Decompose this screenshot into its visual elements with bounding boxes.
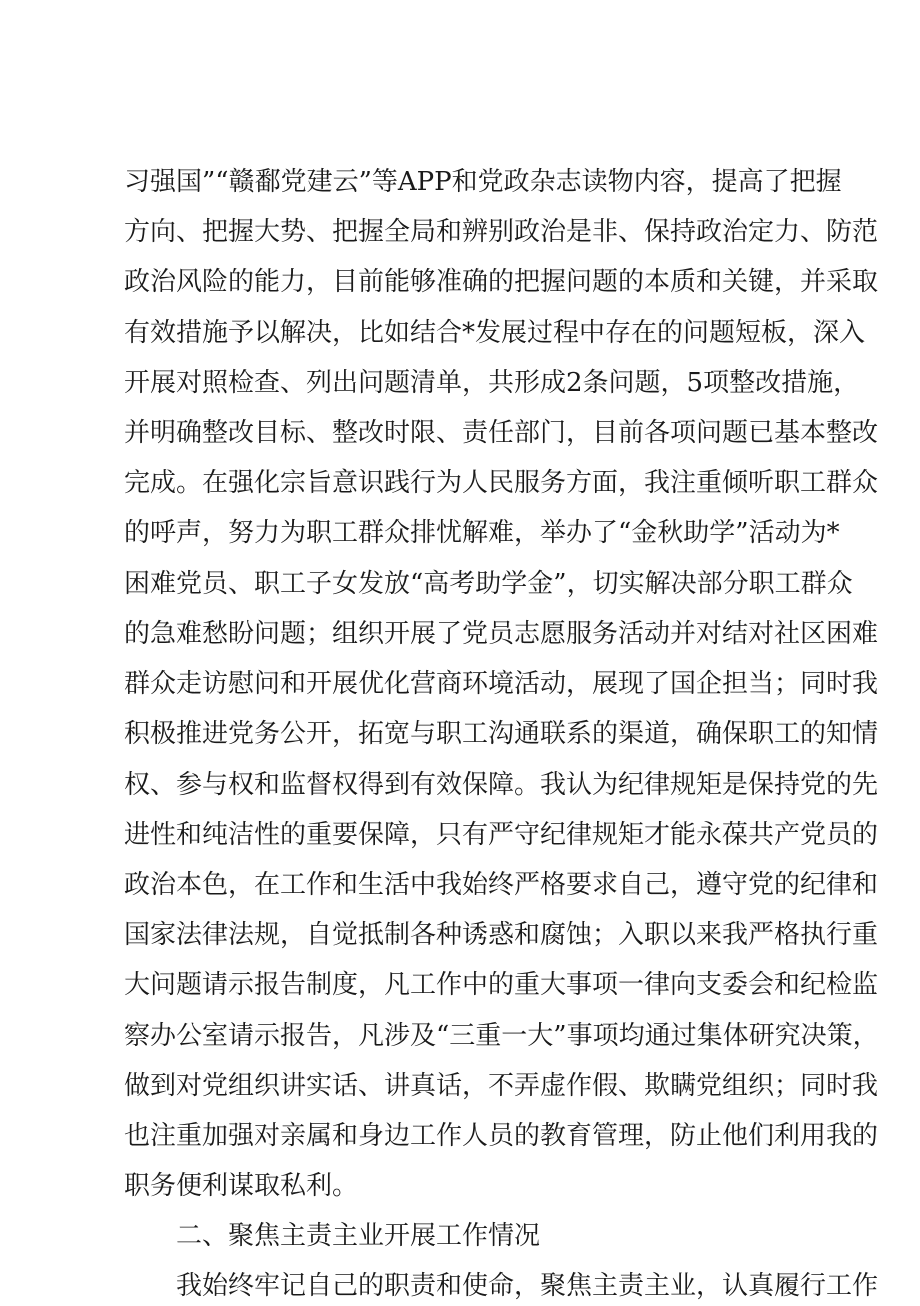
- text-line: 进性和纯洁性的重要保障，只有严守纪律规矩才能永葆共产党员的: [124, 820, 879, 850]
- text-line: 的急难愁盼问题；组织开展了党员志愿服务活动并对结对社区困难: [124, 619, 879, 649]
- text-line: 职务便利谋取私利。: [124, 1171, 359, 1201]
- text-line: 政治风险的能力，目前能够准确的把握问题的本质和关键，并采取: [124, 267, 879, 297]
- section-first-line: 我始终牢记自己的职责和使命，聚焦主责主业，认真履行工作: [176, 1271, 879, 1301]
- text-line: 的呼声，努力为职工群众排忧解难，举办了“金秋助学”活动为*: [124, 518, 840, 548]
- text-line: 开展对照检查、列出问题清单，共形成2条问题，5项整改措施，: [124, 368, 860, 398]
- text-line: 有效措施予以解决，比如结合*发展过程中存在的问题短板，深入: [124, 318, 866, 348]
- text-line: 并明确整改目标、整改时限、责任部门，目前各项问题已基本整改: [124, 418, 879, 448]
- text-line: 习强国”“赣鄱党建云”等APP和党政杂志读物内容，提高了把握: [124, 167, 842, 197]
- text-line: 困难党员、职工子女发放“高考助学金”，切实解决部分职工群众: [124, 569, 853, 599]
- text-line: 国家法律法规，自觉抵制各种诱惑和腐蚀；入职以来我严格执行重: [124, 920, 879, 950]
- text-line: 也注重加强对亲属和身边工作人员的教育管理，防止他们利用我的: [124, 1121, 879, 1151]
- section-heading: 二、聚焦主责主业开展工作情况: [176, 1221, 541, 1251]
- text-line: 权、参与权和监督权得到有效保障。我认为纪律规矩是保持党的先: [124, 770, 879, 800]
- text-line: 做到对党组织讲实话、讲真话，不弄虚作假、欺瞒党组织；同时我: [124, 1071, 879, 1101]
- text-line: 察办公室请示报告，凡涉及“三重一大”事项均通过集体研究决策，: [124, 1021, 879, 1051]
- text-line: 群众走访慰问和开展优化营商环境活动，展现了国企担当；同时我: [124, 669, 879, 699]
- text-line: 大问题请示报告制度，凡工作中的重大事项一律向支委会和纪检监: [124, 970, 879, 1000]
- text-line: 方向、把握大势、把握全局和辨别政治是非、保持政治定力、防范: [124, 217, 879, 247]
- text-line: 积极推进党务公开，拓宽与职工沟通联系的渠道，确保职工的知情: [124, 719, 879, 749]
- text-line: 政治本色，在工作和生活中我始终严格要求自己，遵守党的纪律和: [124, 870, 879, 900]
- text-line: 完成。在强化宗旨意识践行为人民服务方面，我注重倾听职工群众: [124, 468, 879, 498]
